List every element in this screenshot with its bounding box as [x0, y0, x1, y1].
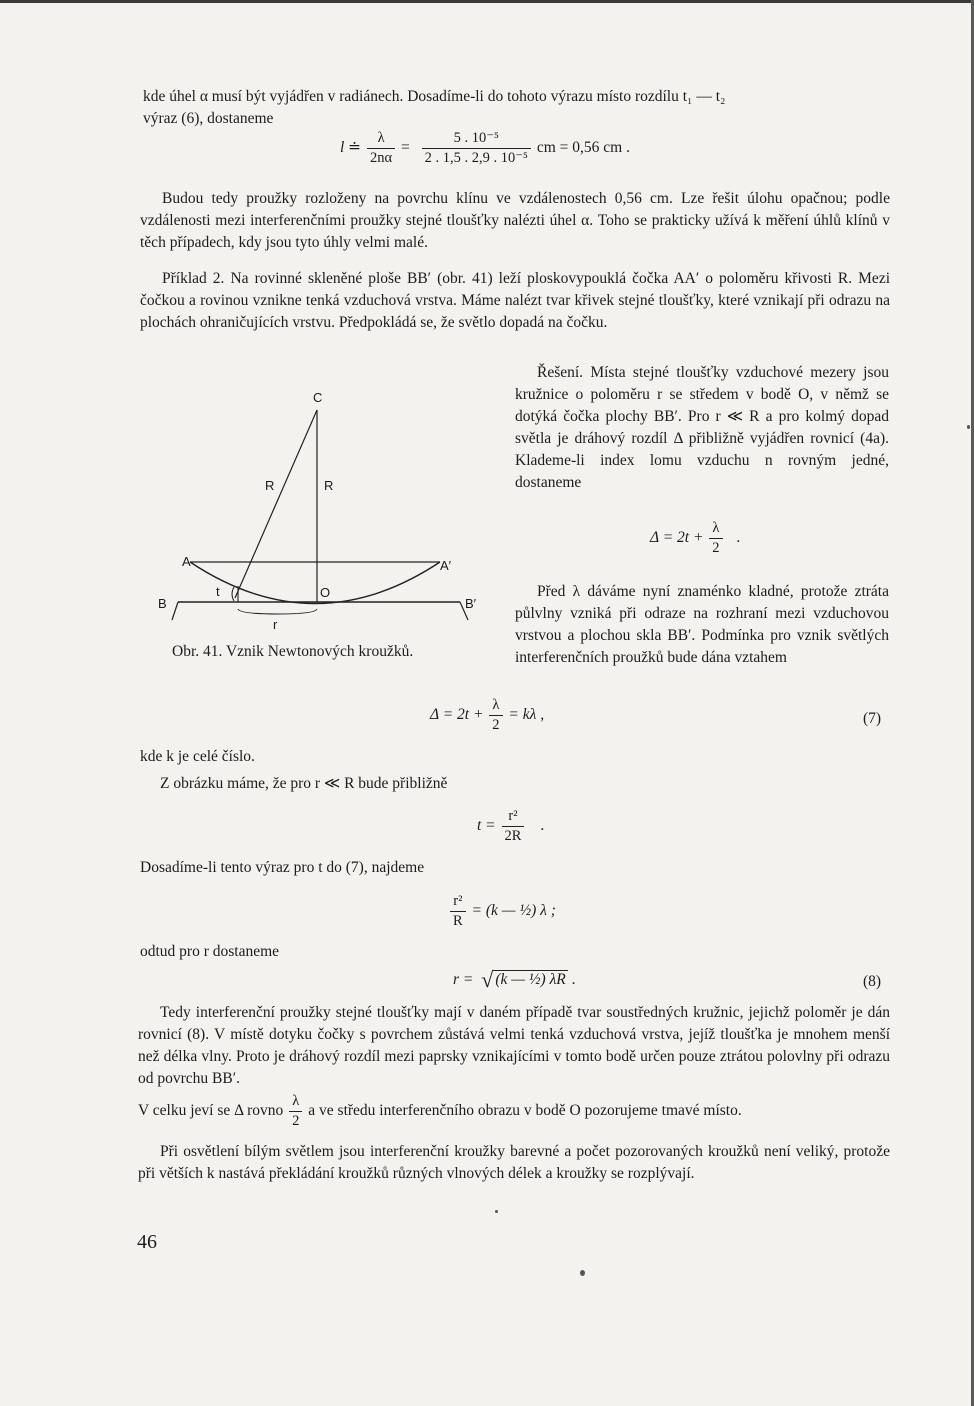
vcelku-fraction — [289, 1093, 302, 1130]
page-number: 46 — [137, 1231, 157, 1253]
lens-curve — [190, 562, 440, 604]
eq-t-tail: . — [540, 817, 545, 835]
eq-t-fraction — [502, 808, 525, 845]
label-t: t — [216, 584, 220, 599]
scan-speck — [580, 1270, 585, 1276]
intro-line-1: kde úhel α musí být vyjádřen v radiánech. Dosadíme-li do tohoto výrazu místo rozdílu t₁ — t₂ — [143, 88, 726, 105]
vcelku-num: λ — [289, 1093, 302, 1112]
paragraph-tedy: Tedy interferenční proužky stejné tloušťky mají v daném případě tvar soustředných kružnic, jejichž poloměr je dán rovnicí (8). V místě dotyku čočky s povrchem zůstává velmi tenká vzduchová vrstva, jejíž tloušťka je mnohem menší než délka vlny. Proto je dráhový rozdíl mezi paprsky vznikajícími v tomto bodě určen pouze ztrátou polovlny při odrazu od povrchu BB′. — [138, 1004, 890, 1087]
line-dosadime: Dosadíme-li tento výraz pro t do (7), najdeme — [140, 859, 425, 876]
equation-7 — [430, 697, 544, 734]
paragraph-budou: Budou tedy proužky rozloženy na povrchu klínu ve vzdálenostech 0,56 cm. Lze řešit úlohu opačnou; podle vzdálenosti mezi interferenčními proužky stejné tloušťky nalézti úhel α. Toho se prakticky užívá k měření úhlů klínů v těch případech, kdy jsou tyto úhly velmi malé. — [140, 190, 890, 251]
label-c: C — [313, 390, 323, 405]
eq7-den: 2 — [492, 717, 500, 733]
eq7-lhs: Δ = 2t + — [430, 706, 484, 724]
eq-l-frac2-num: 5 . 10⁻⁵ — [422, 130, 531, 149]
eq-delta1-lhs: Δ = 2t + — [650, 529, 704, 547]
paragraph-pri: Při osvětlení bílým světlem jsou interferenční kroužky barevné a počet pozorovaných kroužků není veliký, protože při větších k nastává překládání kroužků různých vlnových délek a kroužky se rozplývají. — [138, 1143, 890, 1182]
eq7-num: λ — [489, 697, 502, 716]
eq-l-frac2-den: 2 . 1,5 . 2,9 . 10⁻⁵ — [424, 150, 528, 166]
label-a: A — [182, 554, 191, 569]
intro-paragraph — [143, 86, 891, 130]
label-b: B — [158, 596, 167, 611]
vcelku-before: V celku jeví se Δ rovno — [138, 1102, 284, 1120]
sqrt-sign: √ — [481, 967, 494, 992]
paragraph-pred: Před λ dáváme nyní znaménko kladné, protože ztráta půlvlny vzniká při odraze na rozhraní mezi vzduchovou vrstvou a plochou skla BB′. Podmínka pro vznik světlých interferenčních proužků bude dána vztahem — [515, 583, 889, 666]
eq7-number: (7) — [863, 710, 882, 727]
paragraph-priklad: Příklad 2. Na rovinné skleněné ploše BB′ (obr. 41) leží ploskovypouklá čočka AA′ o poloměru křivosti R. Mezi čočkou a rovinou vznikne tenká vzduchová vrstva. Máme nalézt tvar křivek stejné tloušťky, které vznikají při odrazu na plochách ohraničujících vrstvu. Předpokládá se, že světlo dopadá na čočku. — [140, 270, 890, 331]
label-b-prime: B′ — [465, 596, 477, 611]
eq-delta1-den: 2 — [712, 540, 720, 556]
eq-l-frac1-num: λ — [367, 130, 395, 149]
plate-left-edge — [172, 602, 178, 620]
eq8-lhs: r = — [453, 971, 474, 988]
line-kde-k: kde k je celé číslo. — [140, 748, 255, 765]
eq-l-rhs: cm = 0,56 cm . — [536, 139, 630, 157]
eq-l-fraction-2 — [422, 130, 531, 167]
eq-t-num: r² — [502, 808, 525, 827]
label-o: O — [320, 585, 331, 600]
line-odtud: odtud pro r dostaneme — [140, 943, 280, 960]
eq8-number: (8) — [863, 973, 882, 990]
eq-r2-fraction — [450, 893, 466, 930]
eq-r2-num: r² — [450, 893, 466, 912]
eq-l-lhs: l ≐ — [340, 139, 362, 157]
eq7-fraction — [489, 697, 502, 734]
intro-line-2: výraz (6), dostaneme — [143, 110, 274, 127]
line-c-radius — [235, 410, 317, 598]
eq-delta1-num: λ — [709, 520, 722, 539]
equation-delta-1 — [650, 520, 740, 557]
figure-newton-rings — [150, 380, 495, 635]
eq-r2-den: R — [453, 913, 463, 929]
scan-speck — [495, 1210, 498, 1213]
vcelku-den: 2 — [292, 1113, 300, 1129]
eq-delta1-tail: . — [736, 529, 741, 547]
label-r-left: R — [265, 478, 275, 493]
equation-8 — [453, 967, 576, 993]
label-a-prime: A′ — [440, 558, 452, 573]
thickness-t-brace — [232, 587, 234, 601]
radius-r-brace — [238, 609, 317, 614]
eq-t-lhs: t = — [477, 817, 496, 835]
eq-l-fraction-1 — [367, 130, 395, 167]
eq-l-frac1-den: 2nα — [370, 150, 393, 166]
eq7-rhs: = kλ , — [508, 706, 545, 724]
eq-t-den: 2R — [504, 828, 522, 844]
equation-t — [477, 808, 544, 845]
eq-r2-rhs: = (k — ½) λ ; — [471, 902, 556, 920]
vcelku-after: a ve středu interferenčního obrazu v bodě O pozorujeme tmavé místo. — [308, 1102, 742, 1120]
equation-l — [340, 130, 630, 167]
equation-r-squared — [448, 893, 556, 930]
line-v-celku — [138, 1093, 890, 1130]
eq-l-equals: = — [401, 139, 410, 157]
label-r-small: r — [273, 617, 278, 632]
page-top-edge — [0, 0, 974, 3]
label-r-right: R — [324, 478, 334, 493]
paragraph-reseni: Řešení. Místa stejné tloušťky vzduchové mezery jsou kružnice o poloměru r se středem v bodě O, v němž se dotýká čočka plochy BB′. Pro r ≪ R a pro kolmý dopad světla je dráhový rozdíl Δ přibližně vyjádřen rovnicí (4a). Klademe-li index lomu vzduchu n rovným jedné, dostaneme — [515, 364, 889, 491]
eq8-tail: . — [571, 971, 576, 988]
eq8-radicand: (k — ½) λR — [495, 971, 566, 988]
scan-speck — [967, 425, 970, 429]
figure-caption: Obr. 41. Vznik Newtonových kroužků. — [172, 643, 414, 660]
line-z-obrazku: Z obrázku máme, že pro r ≪ R bude přibližně — [160, 775, 448, 792]
eq-delta1-fraction — [709, 520, 722, 557]
